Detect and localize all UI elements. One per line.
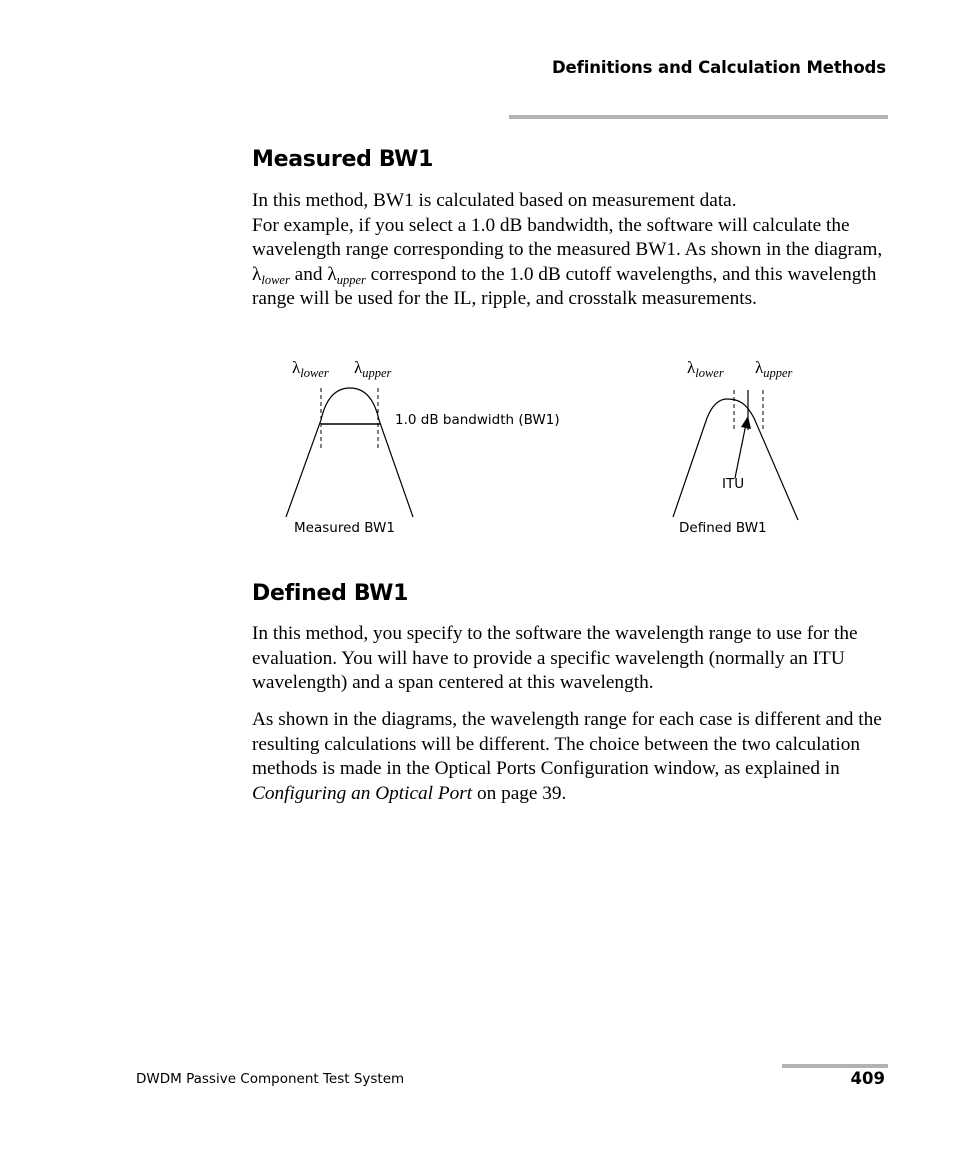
heading-defined-bw1: Defined BW1 (252, 581, 409, 606)
measured-p1-b: correspond to the 1.0 dB cutoff wavelengths, and this wavelength range will be used for the IL, ripple, and crosstalk measurements. (252, 263, 877, 310)
cross-reference-link[interactable]: Configuring an Optical Port (252, 782, 473, 804)
lambda-lower-label: $\lambda_{lower}$ (687, 358, 724, 380)
bandwidth-label: 1.0 dB bandwidth (BW1) (395, 412, 560, 428)
itu-arrow-head (741, 416, 751, 429)
lambda-upper-label: $\lambda_{upper}$ (354, 358, 392, 380)
bw1-diagram-figure (270, 350, 870, 550)
itu-label: ITU (722, 476, 745, 492)
lambda-lower-label: $\lambda_{lower}$ (292, 358, 329, 380)
header-rule (509, 115, 888, 119)
lambda-symbol: λ (252, 263, 262, 285)
measured-spectrum-curve (286, 388, 413, 517)
measured-p1-line1: In this method, BW1 is calculated based on measurement data. (252, 190, 737, 211)
subscript-lower: lower (261, 272, 290, 287)
defined-p2-b: on page 39. (472, 782, 567, 804)
measured-bw1-caption: Measured BW1 (294, 520, 395, 536)
defined-paragraph-1: In this method, you specify to the software the wavelength range to use for the evaluation. You will have to provide a specific wavelength (normally an ITU wavelength) and a span centered at this wavelength. (252, 623, 858, 694)
defined-spectrum-curve (673, 399, 798, 520)
lambda-upper-label: $\lambda_{upper}$ (755, 358, 793, 380)
defined-bw1-caption: Defined BW1 (679, 520, 767, 536)
page-number: 409 (850, 1069, 885, 1088)
heading-measured-bw1: Measured BW1 (252, 147, 434, 172)
footer-document-title: DWDM Passive Component Test System (136, 1071, 405, 1087)
measured-p1-a: For example, if you select a 1.0 dB bandwidth, the software will calculate the wavelength range corresponding to the measured BW1. As shown in the diagram, (252, 214, 883, 261)
conjunction-and: and (289, 263, 328, 285)
defined-p2-a: As shown in the diagrams, the wavelength range for each case is different and the resulting calculations will be different. The choice between the two calculation methods is made in the Optical Ports Configuration window, as explained in (252, 709, 882, 780)
defined-paragraph-2 (252, 708, 892, 806)
subscript-upper: upper (336, 272, 366, 287)
itu-arrow-shaft (735, 424, 746, 478)
footer-rule (782, 1064, 888, 1068)
running-header: Definitions and Calculation Methods (551, 58, 886, 77)
measured-paragraph (252, 189, 892, 312)
lambda-symbol: λ (327, 263, 337, 285)
